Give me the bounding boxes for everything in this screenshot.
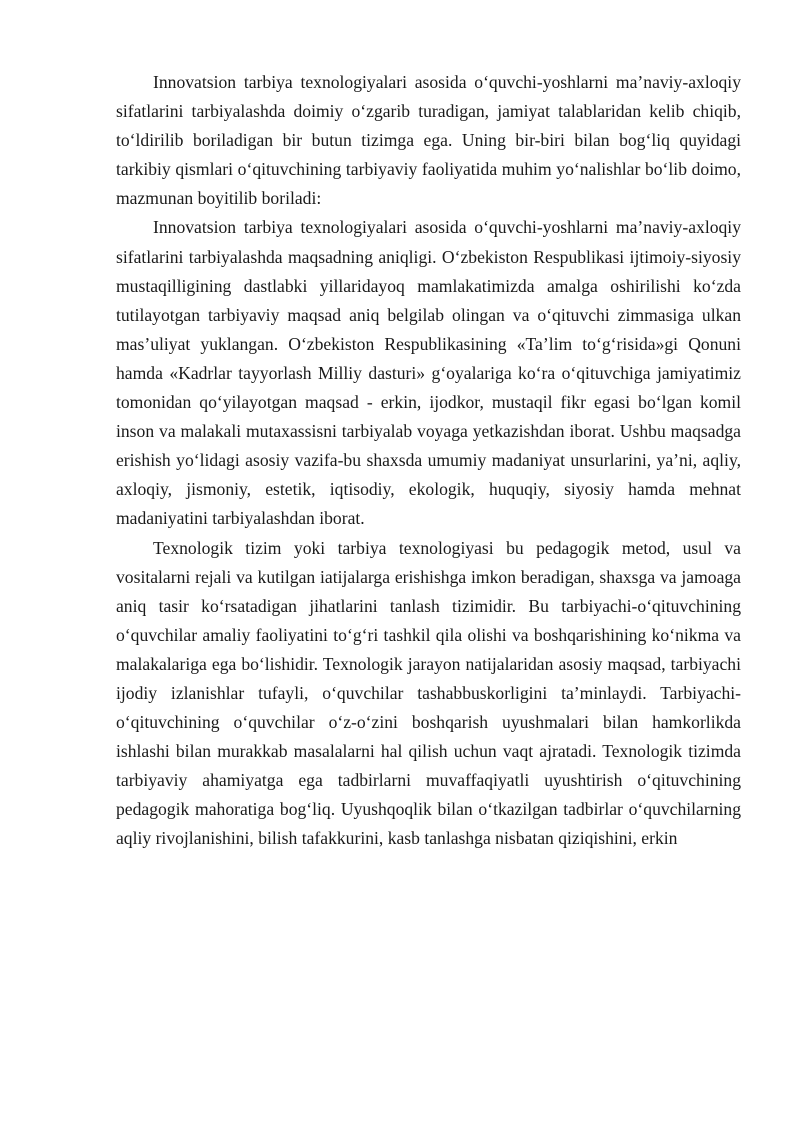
paragraph-intro: Innovatsion tarbiya texnologiyalari asosida o‘quvchi-yoshlarni ma’naviy-axloqiy sifatlarini tarbiyalashda doimiy o‘zgarib turadigan, jamiyat talablaridan kelib chiqib, to‘ldirilib boriladigan bir butun tizimga ega. Uning bir-biri bilan bog‘liq quyidagi tarkibiy qismlari o‘qituvchining tarbiyaviy faoliyatida muhim yo‘nalishlar bo‘lib doimo, mazmunan boyitilib boriladi: xyxy=(116,72,741,209)
paragraph-technology: Texnologik tizim yoki tarbiya texnologiyasi bu pedagogik metod, usul va vositalarni rejali va kutilgan iatijalarga erishishga imkon beradigan, shaxsga va jamoaga aniq tasir ko‘rsatadigan jihatlarini tanlash tizimidir. Bu tarbiyachi-o‘qituvchining o‘quvchilar amaliy faoliyatini to‘g‘ri tashkil qila olishi va boshqarishining ko‘nikma va malakalariga ega bo‘lishidir. Texnologik jarayon natijalaridan asosiy maqsad, tarbiyachi ijodiy izlanishlar tufayli, o‘quvchilar tashabbuskorligini ta’minlaydi. Tarbiyachi-o‘qituvchining o‘quvchilar o‘z-o‘zini boshqarish uyushmalari bilan hamkorlikda ishlashi bilan murakkab masalalarni hal qilish uchun vaqt ajratadi. Texnologik tizimda tarbiyaviy ahamiyatga ega tadbirlarni muvaffaqiyatli uyushtirish o‘qituvchining pedagogik mahoratiga bog‘liq. Uyushqoqlik bilan o‘tkazilgan tadbirlar o‘quvchilarning aqliy rivojlanishini, bilish tafakkurini, kasb tanlashga nisbatan qiziqishini, erkin xyxy=(116,537,741,849)
document-page xyxy=(116,68,741,854)
paragraph-goal: Innovatsion tarbiya texnologiyalari asosida o‘quvchi-yoshlarni ma’naviy-axloqiy sifatlarini tarbiyalashda maqsadning aniqligi. O‘zbekiston Respublikasi ijtimoiy-siyosiy mustaqilligining dastlabki yillaridayoq mamlakatimizda amalga oshirilishi ko‘zda tutilayotgan tarbiyaviy maqsad aniq belgilab olingan va o‘qituvchi zimmasiga ulkan mas’uliyat yuklangan. O‘zbekiston Respublikasining «Ta’lim to‘g‘risida»gi Qonuni hamda «Kadrlar tayyorlash Milliy dasturi» g‘oyalariga ko‘ra o‘qituvchiga jamiyatimiz tomonidan qo‘yilayotgan maqsad - erkin, ijodkor, mustaqil fikr egasi bo‘lgan komil inson va malakali mutaxassisni tarbiyalab voyaga yetkazishdan iborat. Ushbu maqsadga erishish yo‘lidagi asosiy vazifa-bu shaxsda umumiy madaniyat unsurlarini, ya’ni, aqliy, axloqiy, jismoniy, estetik, iqtisodiy, ekologik, huquqiy, siyosiy hamda mehnat madaniyatini tarbiyalashdan iborat. xyxy=(116,217,741,529)
